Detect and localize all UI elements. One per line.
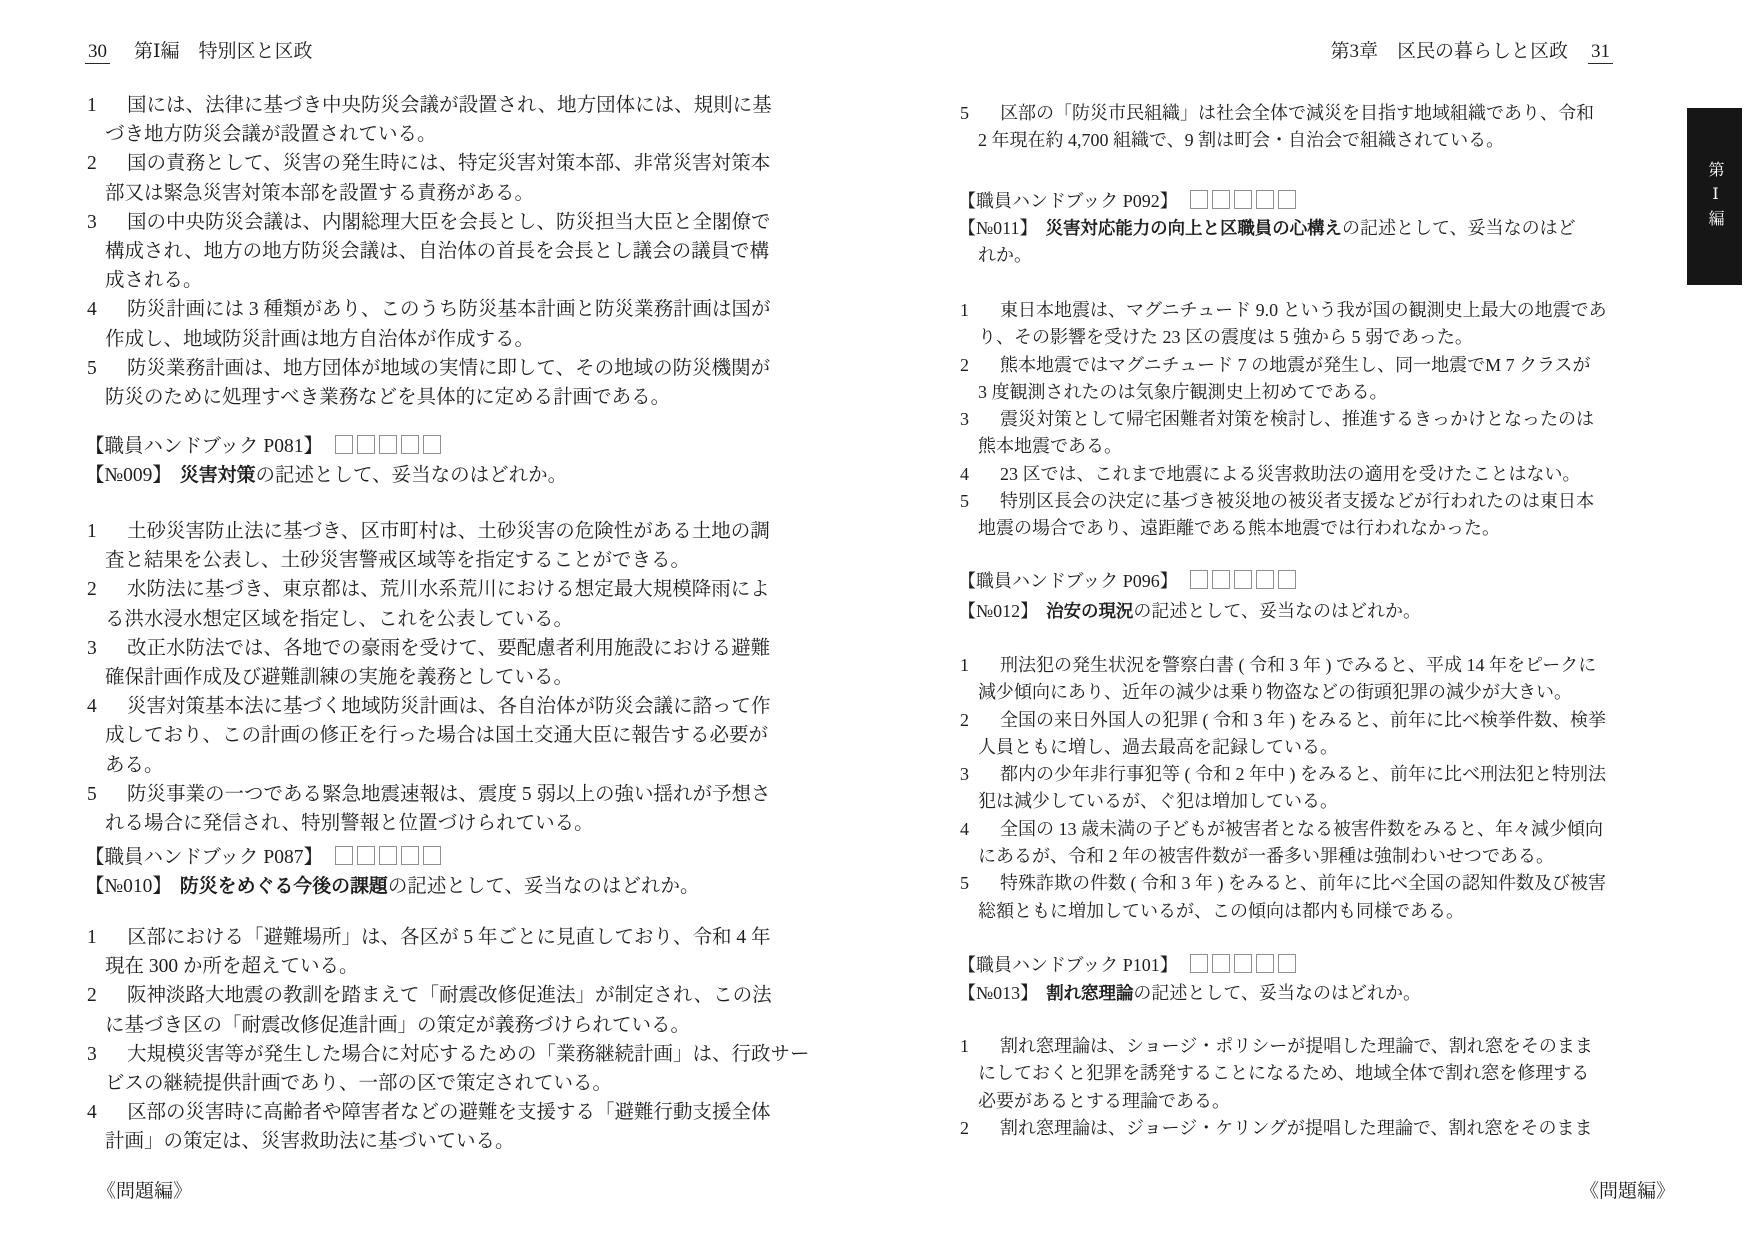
question-line: [958, 215, 1613, 242]
option-number: 4: [960, 818, 969, 839]
option-number: 2: [960, 1117, 969, 1138]
answer-checkbox: [1256, 570, 1274, 589]
option-number: 1: [87, 927, 97, 948]
option-line: [958, 870, 1613, 897]
option-number: 3: [87, 637, 97, 659]
option-item: [85, 91, 801, 149]
option-number: 3: [960, 764, 969, 785]
question-number-label: 【№009】: [85, 465, 172, 486]
option-line: [85, 923, 801, 952]
option-text: 刑法犯の発生状況を警察白書 ( 令和 3 年 ) でみると、平成 14 年をピークに: [1000, 655, 1597, 675]
answer-checkbox: [335, 435, 353, 454]
option-text: 区部の「防災市民組織」は社会全体で減災を目指す地域組織であり、令和: [1000, 103, 1594, 123]
handbook-block: [958, 568, 1613, 595]
option-item: [958, 461, 1613, 488]
option-line: [958, 297, 1613, 324]
option-item: [85, 295, 801, 353]
answer-checkboxes: [1186, 568, 1296, 595]
answer-checkbox: [1212, 570, 1230, 589]
answer-checkbox: [1278, 190, 1296, 209]
option-line: 計画」の策定は、災害救助法に基づいている。: [105, 1131, 515, 1153]
option-line: [958, 761, 1613, 788]
handbook-label: 【職員ハンドブック P087】: [85, 847, 324, 868]
page-number: 31: [1588, 41, 1613, 64]
option-line: [85, 692, 801, 721]
option-line: [85, 1040, 810, 1069]
option-line: [958, 816, 1613, 843]
option-number: 2: [960, 709, 969, 730]
question-number-label: 【№013】: [958, 983, 1039, 1003]
header-title: 第Ⅰ編 特別区と区政: [134, 41, 313, 62]
option-number: 5: [960, 491, 969, 512]
option-text: 阪神淡路大地震の教訓を踏まえて「耐震改修促進法」が制定され、この法: [127, 985, 772, 1007]
option-line: 確保計画作成及び避難訓練の実施を義務としている。: [105, 667, 574, 689]
page-footer: 《問題編》: [97, 1181, 193, 1202]
option-item: [958, 652, 1613, 707]
option-line: [958, 488, 1613, 515]
option-number: 3: [87, 211, 97, 233]
option-line: [85, 575, 801, 604]
option-text: 割れ窓理論は、ショージ・ポリシーが提唱した理論で、割れ窓をそのまま: [1000, 1036, 1593, 1056]
option-item: [85, 1098, 801, 1156]
option-line: [85, 91, 801, 120]
question-topic: 防災をめぐる今後の課題: [179, 876, 388, 897]
answer-checkbox: [423, 435, 441, 454]
question-text: の記述として、妥当なのはどれか。: [387, 876, 700, 897]
option-text: 災害対策基本法に基づく地域防災計画は、各自治体が防災会議に諮って作: [127, 696, 771, 718]
handbook-line: [958, 568, 1613, 595]
question-block: [85, 872, 801, 901]
question-topic: 割れ窓理論: [1046, 983, 1134, 1003]
option-line: に基づき区の「耐震改修促進計画」の策定が義務づけられている。: [105, 1014, 691, 1036]
answer-checkbox: [423, 846, 441, 865]
option-line: [85, 354, 801, 383]
answer-checkbox: [1278, 570, 1296, 589]
option-text: 防災計画には 3 種類があり、このうち防災基本計画と防災業務計画は国が: [127, 299, 771, 321]
option-text: 改正水防法では、各地での豪雨を受けて、要配慮者利用施設における避難: [127, 637, 771, 659]
option-number: 1: [960, 1036, 969, 1056]
option-number: 3: [87, 1043, 97, 1065]
option-line: 3 度観測されたのは気象庁観測史上初めてである。: [978, 381, 1388, 402]
option-number: 4: [960, 463, 969, 484]
option-line: づき地方防災会議が設置されている。: [105, 124, 437, 146]
handbook-label: 【職員ハンドブック P101】: [958, 955, 1178, 975]
option-line: [958, 461, 1613, 488]
options-block: [958, 100, 1613, 155]
handbook-block: [958, 952, 1613, 979]
question-line: [85, 461, 801, 490]
option-line: ある。: [105, 754, 164, 776]
page-number: 30: [85, 41, 110, 64]
option-line: [85, 295, 801, 324]
option-item: [85, 981, 801, 1039]
option-item: [958, 352, 1613, 407]
option-number: 4: [87, 696, 97, 718]
answer-checkbox: [357, 846, 375, 865]
option-number: 3: [960, 409, 969, 430]
option-text: 23 区では、これまで地震による災害救助法の適用を受けたことはない。: [1000, 463, 1581, 484]
option-text: 全国の 13 歳未満の子どもが被害者となる被害件数をみると、年々減少傾向: [1000, 818, 1603, 839]
option-text: 区部の災害時に高齢者や障害者などの避難を支援する「避難行動支援全体: [127, 1102, 771, 1124]
options-block: [85, 517, 801, 838]
option-number: 1: [960, 655, 969, 675]
answer-checkbox: [1190, 954, 1208, 973]
options-block: [85, 91, 801, 412]
option-item: [85, 517, 801, 575]
option-number: 5: [960, 103, 969, 123]
question-text: の記述として、妥当なのはど: [1341, 218, 1576, 238]
option-line: 作成し、地域防災計画は地方自治体が作成する。: [105, 328, 535, 350]
answer-checkbox: [1212, 954, 1230, 973]
option-number: 5: [87, 357, 97, 379]
option-item: [958, 870, 1613, 925]
answer-checkbox: [1234, 954, 1252, 973]
option-text: 特殊詐欺の件数 ( 令和 3 年 ) をみると、前年に比べ全国の認知件数及び被害: [1000, 873, 1606, 894]
handbook-line: [958, 188, 1613, 215]
option-line: 構成され、地方の地方防災会議は、自治体の首長を会長とし議会の議員で構: [105, 241, 770, 263]
option-line: [85, 517, 801, 546]
option-number: 2: [87, 153, 97, 175]
question-block: [85, 461, 801, 490]
left-page-header: [85, 36, 801, 63]
option-line: [958, 1115, 1613, 1142]
answer-checkboxes: [331, 432, 441, 461]
right-page: [958, 0, 1613, 1241]
option-number: 5: [960, 873, 969, 894]
options-block: [958, 1033, 1613, 1142]
option-text: 全国の来日外国人の犯罪 ( 令和 3 年 ) をみると、前年に比べ検挙件数、検挙: [1000, 709, 1606, 730]
question-block: [958, 598, 1613, 625]
option-line: る洪水浸水想定区域を指定し、これを公表している。: [105, 608, 574, 630]
option-text: 区部における「避難場所」は、各区が 5 年ごとに見直しており、令和 4 年: [127, 927, 771, 948]
options-block: [958, 297, 1613, 543]
option-text: 割れ窓理論は、ジョージ・ケリングが提唱した理論で、割れ窓をそのまま: [1000, 1117, 1593, 1138]
option-line: 熊本地震である。: [978, 436, 1122, 457]
question-number-label: 【№011】: [958, 218, 1038, 238]
option-line: 成される。: [105, 270, 203, 292]
option-line: [958, 100, 1613, 127]
option-text: 大規模災害等が発生した場合に対応するための「業務継続計画」は、行政サー: [127, 1043, 810, 1065]
handbook-label: 【職員ハンドブック P096】: [958, 571, 1178, 591]
answer-checkbox: [401, 846, 419, 865]
answer-checkbox: [1234, 190, 1252, 209]
option-text: 水防法に基づき、東京都は、荒川水系荒川における想定最大規模降雨によ: [127, 579, 770, 601]
option-line: 総額ともに増加しているが、この傾向は都内も同様である。: [978, 900, 1464, 921]
option-line: 現在 300 か所を超えている。: [105, 956, 359, 978]
question-text: れか。: [978, 245, 1032, 266]
option-line: 減少傾向にあり、近年の減少は乗り物盗などの街頭犯罪の減少が大きい。: [978, 682, 1572, 703]
option-item: [958, 1033, 1613, 1115]
option-item: [85, 354, 801, 412]
answer-checkboxes: [1186, 188, 1296, 215]
option-line: れる場合に発信され、特別警報と位置づけられている。: [105, 813, 594, 835]
option-number: 1: [960, 300, 969, 320]
question-text: の記述として、妥当なのはどれか。: [1133, 601, 1422, 621]
option-line: [958, 406, 1613, 433]
option-number: 2: [87, 579, 97, 601]
answer-checkbox: [335, 846, 353, 865]
question-block: [958, 980, 1613, 1007]
right-page-header: [958, 36, 1613, 63]
answer-checkbox: [1256, 954, 1274, 973]
answer-checkbox: [357, 435, 375, 454]
handbook-block: [958, 188, 1613, 215]
option-text: 国には、法律に基づき中央防災会議が設置され、地方団体には、規則に基: [127, 95, 772, 116]
question-line: [958, 598, 1613, 625]
answer-checkbox: [1190, 190, 1208, 209]
option-item: [958, 406, 1613, 461]
option-number: 2: [960, 354, 969, 375]
option-line: 2 年現在約 4,700 組織で、9 割は町会・自治会で組織されている。: [978, 130, 1505, 151]
question-topic: 治安の現況: [1046, 601, 1134, 621]
option-item: [958, 1115, 1613, 1142]
option-text: 東日本地震は、マグニチュード 9.0 という我が国の観測史上最大の地震であ: [1000, 300, 1607, 320]
option-number: 1: [87, 521, 97, 542]
left-page: [85, 0, 810, 1241]
question-text: の記述として、妥当なのはどれか。: [1133, 983, 1422, 1003]
option-item: [958, 297, 1613, 352]
question-block: [958, 215, 1613, 270]
handbook-block: [85, 843, 801, 872]
option-item: [958, 816, 1613, 871]
handbook-label: 【職員ハンドブック P081】: [85, 436, 324, 457]
header-title: 第3章 区民の暮らしと区政: [1330, 41, 1568, 62]
option-line: [85, 981, 801, 1010]
option-line: 犯は減少しているが、ぐ犯は増加している。: [978, 791, 1338, 812]
options-block: [85, 923, 810, 1157]
option-line: 必要があるとする理論である。: [978, 1090, 1230, 1111]
option-line: 人員ともに増し、過去最高を記録している。: [978, 736, 1338, 757]
question-topic: 災害対策: [179, 465, 256, 486]
option-item: [85, 923, 801, 981]
option-line: [85, 208, 801, 237]
option-number: 2: [87, 985, 97, 1007]
answer-checkbox: [379, 846, 397, 865]
question-number-label: 【№010】: [85, 876, 172, 897]
answer-checkbox: [379, 435, 397, 454]
answer-checkbox: [1190, 570, 1208, 589]
option-line: にしておくと犯罪を誘発することになるため、地域全体で割れ窓を修理する: [978, 1063, 1590, 1084]
answer-checkbox: [1278, 954, 1296, 973]
option-text: 震災対策として帰宅困難者対策を検討し、推進するきっかけとなったのは: [1000, 409, 1594, 430]
option-text: 防災業務計画は、地方団体が地域の実情に即して、その地域の防災機関が: [127, 357, 771, 379]
answer-checkboxes: [1186, 952, 1296, 979]
option-item: [958, 488, 1613, 543]
handbook-block: [85, 432, 801, 461]
option-line: [958, 352, 1613, 379]
question-line: [958, 980, 1613, 1007]
section-tab: [1687, 108, 1742, 285]
option-line: [958, 652, 1613, 679]
question-topic: 災害対応能力の向上と区職員の心構え: [1045, 218, 1342, 238]
option-text: 熊本地震ではマグニチュード 7 の地震が発生し、同一地震でM 7 クラスが: [1000, 354, 1591, 375]
answer-checkbox: [1212, 190, 1230, 209]
option-line: 防災のために処理すべき業務などを具体的に定める計画である。: [105, 387, 671, 409]
option-item: [85, 780, 801, 838]
handbook-line: [85, 432, 801, 461]
option-number: 4: [87, 1102, 97, 1124]
option-text: 都内の少年非行事犯等 ( 令和 2 年中 ) をみると、前年に比べ刑法犯と特別法: [1000, 764, 1606, 785]
option-line: にあるが、令和 2 年の被害件数が一番多い罪種は強制わいせつである。: [978, 846, 1554, 867]
option-item: [85, 634, 801, 692]
question-line: [85, 872, 801, 901]
handbook-label: 【職員ハンドブック P092】: [958, 191, 1178, 211]
option-item: [85, 1040, 810, 1098]
option-text: 国の責務として、災害の発生時には、特定災害対策本部、非常災害対策本: [127, 153, 771, 175]
option-line: り、その影響を受けた 23 区の震度は 5 強から 5 弱であった。: [978, 327, 1473, 348]
option-line: [85, 149, 801, 178]
section-tab-label: 第Ⅰ編: [1706, 160, 1723, 233]
option-text: 土砂災害防止法に基づき、区市町村は、土砂災害の危険性がある土地の調: [127, 521, 770, 542]
handbook-line: [85, 843, 801, 872]
option-line: ビスの継続提供計画であり、一部の区で策定されている。: [105, 1073, 613, 1095]
question-number-label: 【№012】: [958, 601, 1039, 621]
option-item: [958, 100, 1613, 155]
option-text: 国の中央防災会議は、内閣総理大臣を会長とし、防災担当大臣と全閣僚で: [127, 211, 771, 233]
option-item: [958, 707, 1613, 762]
option-line: 成しており、この計画の修正を行った場合は国土交通大臣に報告する必要が: [105, 725, 769, 747]
option-line: 査と結果を公表し、土砂災害警戒区域等を指定することができる。: [105, 550, 691, 572]
option-line: [85, 1098, 801, 1127]
page-footer: 《問題編》: [1580, 1181, 1676, 1202]
option-line: 地震の場合であり、遠距離である熊本地震では行われなかった。: [978, 518, 1500, 539]
answer-checkbox: [401, 435, 419, 454]
option-item: [85, 575, 801, 633]
option-number: 5: [87, 783, 97, 805]
option-line: [85, 634, 801, 663]
handbook-line: [958, 952, 1613, 979]
option-line: [958, 707, 1613, 734]
answer-checkbox: [1234, 570, 1252, 589]
option-line: 部又は緊急災害対策本部を設置する責務がある。: [105, 182, 535, 204]
option-line: [958, 1033, 1613, 1060]
option-number: 4: [87, 299, 97, 321]
option-line: [85, 780, 801, 809]
option-item: [85, 149, 801, 207]
answer-checkbox: [1256, 190, 1274, 209]
answer-checkboxes: [331, 843, 441, 872]
option-number: 1: [87, 95, 97, 116]
option-text: 特別区長会の決定に基づき被災地の被災者支援などが行われたのは東日本: [1000, 491, 1594, 512]
option-item: [85, 208, 801, 296]
question-text: の記述として、妥当なのはどれか。: [255, 465, 568, 486]
options-block: [958, 652, 1613, 925]
option-text: 防災事業の一つである緊急地震速報は、震度 5 弱以上の強い揺れが予想さ: [127, 783, 771, 805]
option-item: [958, 761, 1613, 816]
option-item: [85, 692, 801, 780]
